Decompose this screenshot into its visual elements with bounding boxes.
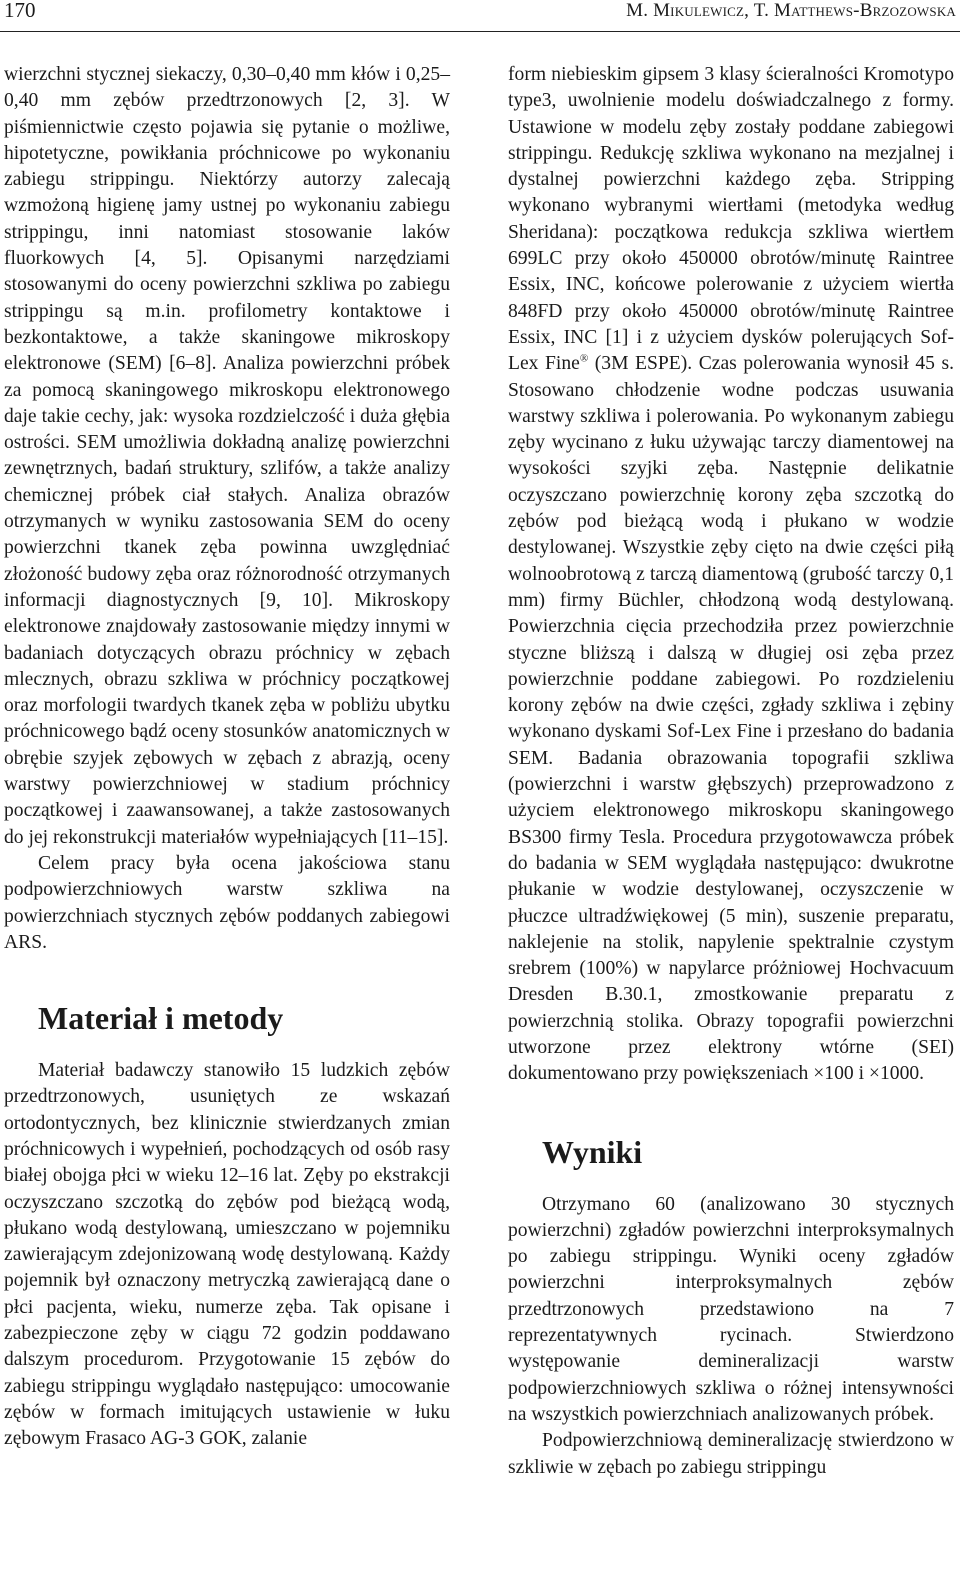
left-column [4, 62, 450, 1453]
right-column [508, 62, 954, 1481]
running-head: M. Mikulewicz, T. Matthews-Brzozowska [626, 0, 956, 21]
aim-paragraph: Celem pracy była ocena jakościowa stanu podpowierzchniowych warstw szkliwa na powierzchniach stycznych zębów poddanych zabiegowi ARS. [4, 852, 450, 953]
header-rule [0, 31, 960, 32]
methods-continued-text-2: (3M ESPE). Czas polerowania wynosił 45 s. Stosowano chłodzenie wodne podczas usuwania warstwy szkliwa i polerowania. Po wykonanym zabiegu zęby wycinano z łuku używając tarczy diamentowej na wysokości szyjki zęba. Następnie delikatnie oczyszczano powierzchnię korony zęba szczotką do zębów pod bieżącą wodą i płukano w wodzie destylowanej. Wszystkie zęby cięto na dwie części piłą wolnoobrotową z tarczą diamentową (grubość tarczy 0,1 mm) firmy Büchler, chłodzoną wodą destylowaną. Powierzchnia cięcia przechodziła przez powierzchnie styczne bliższą i dalszą w długiej osi zęba przez powierzchnie poddane zabiegowi. Po rozdzieleniu korony zębów na dwie części, zgłady szkliwa i zębiny wykonano dyskami Sof-Lex Fine i przesłano do badania SEM. Badania obrazowania topografii szkliwa (powierzchni i warstw głębszych) przeprowadzono z użyciem elektronowego mikroskopu skaningowego BS300 firmy Tesla. Procedura przygotowawcza próbek do badania w SEM wyglądała następująco: dwukrotne płukanie w wodzie destylowanej, oczyszczenie w płuczce ultradźwiękowej (5 min), suszenie preparatu, naklejenie na stolik, napylenie spektralnie czystym srebrem (100%) w napylarce próżniowej Hochvacuum Dresden B.30.1, zmostkowanie preparatu z powierzchnią stolika. Obrazy topografii powierzchni utworzone przez elektrony wtórne (SEI) dokumentowano przy powiększeniach ×100 i ×1000. [508, 353, 954, 1085]
registered-mark: ® [579, 352, 589, 365]
page-number: 170 [4, 0, 36, 22]
methods-paragraph: Materiał badawczy stanowiło 15 ludzkich zębów przedtrzonowych, usuniętych ze wskazań ortodontycznych, bez klinicznie stwierdzanych zmian próchnicowych i wypełnień, pochodzących od osób rasy białej obojga płci w wieku 12–16 lat. Zęby po ekstrakcji oczyszczano szczotką do zębów pod bieżącą wodą, płukano wodą destylowaną, umieszczano w pojemniku zawierającym zdejonizowaną wodę destylowaną. Każdy pojemnik był oznaczony metryczką zawierającą dane o płci pacjenta, wieku, numerze zęba. Tak opisane i zabezpieczone zęby w ciągu 72 godzin poddawano dalszym procedurom. Przygotowanie 15 zębów do zabiegu strippingu wyglądało następująco: umocowanie zębów w formach imitujących ustawienie w łuku zębowym Frasaco AG-3 GOK, zalanie [4, 1060, 450, 1450]
results-paragraph-2: Podpowierzchniową demineralizację stwierdzono w szkliwie w zębach po zabiegu strippingu [508, 1430, 954, 1478]
methods-continued-paragraph [508, 62, 954, 1088]
page-header [0, 0, 960, 30]
section-title-methods: Materiał i metody [38, 1000, 284, 1037]
results-paragraph: Otrzymano 60 (analizowano 30 stycznych powierzchni) zgładów powierzchni interproksymalnych po zabiegu strippingu. Wyniki oceny zgładów powierzchni interproksymalnych zębów przedtrzonowych przedstawiono na 7 reprezentatywnych rycinach. Stwierdzono występowanie demineralizacji warstw podpowierzchniowych szkliwa o różnej intensywności na wszystkich powierzchniach analizowanych próbek. [508, 1193, 954, 1425]
methods-continued-text: form niebieskim gipsem 3 klasy ścieralności Kromotypo type3, uwolnienie modelu doświadczalnego z formy. Ustawione w modelu zęby zostały poddane zabiegowi strippingu. Redukcję szkliwa wykonano na mezjalnej i dystalnej powierzchni każdego zęba. Stripping wykonano wybranymi wiertłami (metodyka według Sheridana): początkowa redukcja szkliwa wiertłem 699LC przy około 450000 obrotów/minutę Raintree Essix, INC, końcowe polerowanie z użyciem wiertła 848FD przy około 450000 obrotów/minutę Raintree Essix, INC [1] i z użyciem dysków polerujących Sof-Lex Fine [508, 64, 954, 375]
intro-paragraph: wierzchni stycznej siekaczy, 0,30–0,40 mm kłów i 0,25–0,40 mm zębów przedtrzonowych [2, 3]. W piśmiennictwie często pojawia się pytanie o możliwe, hipotetyczne, powikłania próchnicowe po wykonaniu zabiegu strippingu. Niektórzy autorzy zalecają wzmożoną higienę jamy ustnej po wykonaniu zabiegu strippingu, inni natomiast stosowanie laków fluorkowych [4, 5]. Opisanymi narzędziami stosowanymi do oceny powierzchni szkliwa po zabiegu strippingu są m.in. profilometry kontaktowe i bezkontaktowe, a także skaningowe mikroskopy elektronowe (SEM) [6–8]. Analiza powierzchni próbek za pomocą skaningowego mikroskopu elektronowego daje takie cechy, jak: wysoka rozdzielczość i duża głębia ostrości. SEM umożliwia dokładną analizę powierzchni zewnętrznych, badań struktury, szlifów, a także analizy chemicznej próbek ciał stałych. Analiza obrazów otrzymanych w wyniku zastosowania SEM do oceny powierzchni tkanek zęba powinna uwzględniać złożoność budowy zęba oraz różnorodność otrzymanych informacji diagnostycznych [9, 10]. Mikroskopy elektronowe znajdowały zastosowanie między innymi w badaniach dotyczących obrazu próchnicy w zębach mlecznych, obrazu szkliwa w próchnicy początkowej oraz morfologii twardych tkanek zęba w pobliżu ubytku próchnicowego bądź oceny stosunków anatomicznych w obrębie szyjek zębowych w zębach z abrazją, oceny warstwy powierzchniowej w stadium próchnicy początkowej i zaawansowanej, a także zastosowanych do jej rekonstrukcji materiałów wypełniających [11–15]. [4, 64, 450, 848]
section-title-results: Wyniki [542, 1133, 643, 1170]
